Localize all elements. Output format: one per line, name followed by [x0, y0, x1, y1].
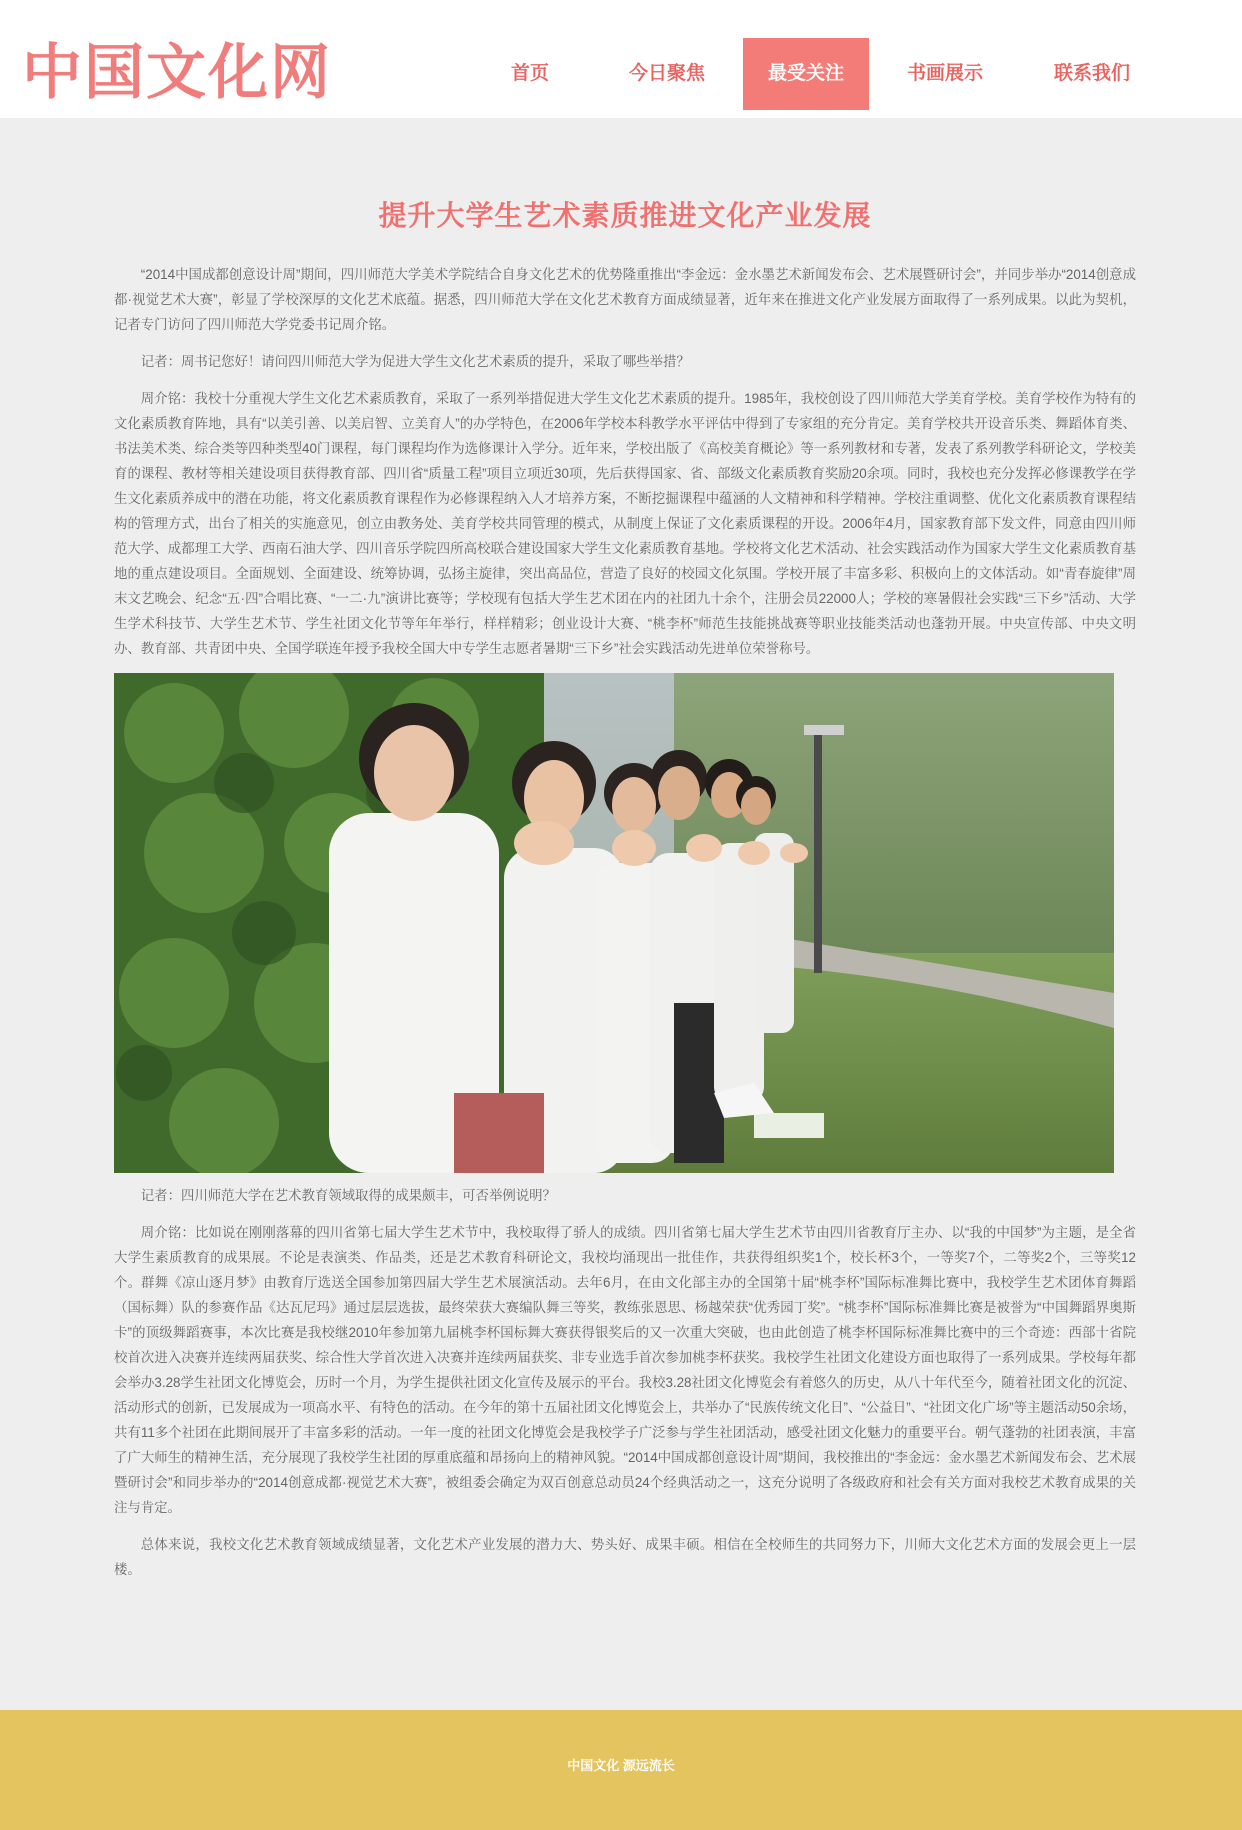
article [114, 118, 1136, 1594]
article-paragraph: 周介铭：我校十分重视大学生文化艺术素质教育，采取了一系列举措促进大学生文化艺术素质的提升。1985年，我校创设了四川师范大学美育学校。美育学校作为特有的文化素质教育阵地，具有“以美引善、以美启智、立美育人”的办学特色，在2006年学校本科教学水平评估中得到了专家组的充分肯定。美育学校共开设音乐类、舞蹈体育类、书法美术类、综合类等四种类型40门课程，每门课程均作为选修课计入学分。近年来，学校出版了《高校美育概论》等一系列教材和专著，发表了系列教学科研论文，学校美育的课程、教材等相关建设项目获得教育部、四川省“质量工程”项目立项近30项，先后获得国家、省、部级文化素质教育奖励20余项。同时，我校也充分发挥必修课教学在学生文化素质养成中的潜在功能，将文化素质教育课程作为必修课程纳入人才培养方案，不断挖掘课程中蕴涵的人文精神和科学精神。学校注重调整、优化文化素质教育课程结构的管理方式，出台了相关的实施意见，创立由教务处、美育学校共同管理的模式，从制度上保证了文化素质课程的开设。2006年4月，国家教育部下发文件，同意由四川师范大学、成都理工大学、西南石油大学、四川音乐学院四所高校联合建设国家大学生文化素质教育基地。学校将文化艺术活动、社会实践活动作为国家大学生文化素质教育基地的重点建设项目。全面规划、全面建设、统筹协调，弘扬主旋律，突出高品位，营造了良好的校园文化氛围。学校开展了丰富多彩、积极向上的文体活动。如“青春旋律”周末文艺晚会、纪念“五·四”合唱比赛、“一二·九”演讲比赛等；学校现有包括大学生艺术团在内的社团九十余个，注册会员22000人；学校的寒暑假社会实践“三下乡”活动、大学生学术科技节、大学生艺术节、学生社团文化节等年年举行，样样精彩；创业设计大赛、“桃李杯”师范生技能挑战赛等职业技能类活动也蓬勃开展。中央宣传部、中央文明办、教育部、共青团中央、全国学联连年授予我校全国大中专学生志愿者暑期“三下乡”社会实践活动先进单位荣誉称号。 [114, 391, 1136, 656]
nav-item-most-popular[interactable]: 最受关注 [743, 38, 869, 110]
site-footer [0, 1710, 1242, 1830]
article-paragraph: 总体来说，我校文化艺术教育领域成绩显著，文化艺术产业发展的潜力大、势头好、成果丰硕。相信在全校师生的共同努力下，川师大文化艺术方面的发展会更上一层楼。 [114, 1537, 1136, 1577]
article-paragraph: 记者：四川师范大学在艺术教育领域取得的成果颇丰，可否举例说明？ [140, 1188, 556, 1203]
nav-item-today-focus[interactable]: 今日聚焦 [628, 63, 705, 84]
article-content [114, 262, 1136, 1582]
nav-item-contact[interactable]: 联系我们 [1053, 63, 1130, 84]
nav-item-calligraphy[interactable]: 书画展示 [906, 63, 983, 84]
article-paragraph: 记者：周书记您好！请问四川师范大学为促进大学生文化艺术素质的提升，采取了哪些举措？ [140, 354, 690, 369]
nav-item-home[interactable]: 首页 [510, 63, 549, 84]
group-photo-image [114, 673, 1114, 1173]
article-title: 提升大学生艺术素质推进文化产业发展 [378, 200, 872, 231]
article-paragraph: 周介铭：比如说在刚刚落幕的四川省第七届大学生艺术节中，我校取得了骄人的成绩。四川省第七届大学生艺术节由四川省教育厅主办、以“我的中国梦”为主题，是全省大学生素质教育的成果展。不论是表演类、作品类，还是艺术教育科研论文，我校均涌现出一批佳作，共获得组织奖1个，校长杯3个，一等奖7个，二等奖2个，三等奖12个。群舞《凉山逐月梦》由教育厅选送全国参加第四届大学生艺术展演活动。去年6月，在由文化部主办的全国第十届“桃李杯”国际标准舞比赛中，我校学生艺术团体育舞蹈（国标舞）队的参赛作品《达瓦尼玛》通过层层选拔，最终荣获大赛编队舞三等奖，教练张恩思、杨越荣获“优秀园丁奖”。“桃李杯”国际标准舞比赛是被誉为“中国舞蹈界奥斯卡”的顶级舞蹈赛事，本次比赛是我校继2010年参加第九届桃李杯国标舞大赛获得银奖后的又一次重大突破，也由此创造了桃李杯国际标准舞比赛中的三个奇迹：西部十省院校首次进入决赛并连续两届获奖、综合性大学首次进入决赛并连续两届获奖、非专业选手首次参加桃李杯获奖。我校学生社团文化建设方面也取得了一系列成果。学校每年都会举办3.28学生社团文化博览会，历时一个月，为学生提供社团文化宣传及展示的平台。我校3.28社团文化博览会有着悠久的历史，从八十年代至今，随着社团文化的沉淀、活动形式的创新，已发展成为一项高水平、有特色的活动。在今年的第十五届社团文化博览会上，共举办了“民族传统文化日”、“公益日”、“社团文化广场”等主题活动50余场，共有11多个社团在此期间展开了丰富多彩的活动。一年一度的社团文化博览会是我校学子广泛参与学生社团活动，感受社团文化魅力的重要平台。朝气蓬勃的社团表演，丰富了广大师生的精神生活，充分展现了我校学生社团的厚重底蕴和昂扬向上的精神风貌。“2014中国成都创意设计周”期间，我校推出的“李金远：金水墨艺术新闻发布会、艺术展暨研讨会”和同步举办的“2014创意成都·视觉艺术大赛”，被组委会确定为双百创意总动员24个经典活动之一，这充分说明了各级政府和社会有关方面对我校艺术教育成果的关注与肯定。 [114, 1225, 1136, 1515]
site-logo[interactable]: 中国文化网 [22, 38, 332, 108]
footer-slogan: 中国文化 源远流长 [567, 1758, 675, 1773]
article-paragraph: “2014中国成都创意设计周”期间，四川师范大学美术学院结合自身文化艺术的优势隆重推出“李金远：金水墨艺术新闻发布会、艺术展暨研讨会”，并同步举办“2014创意成都·视觉艺术大赛”，彰显了学校深厚的文化艺术底蕴。据悉，四川师范大学在文化艺术教育方面成绩显著，近年来在推进文化产业发展方面取得了一系列成果。以此为契机，记者专门访问了四川师范大学党委书记周介铭。 [114, 267, 1136, 332]
site-header [0, 0, 1242, 118]
